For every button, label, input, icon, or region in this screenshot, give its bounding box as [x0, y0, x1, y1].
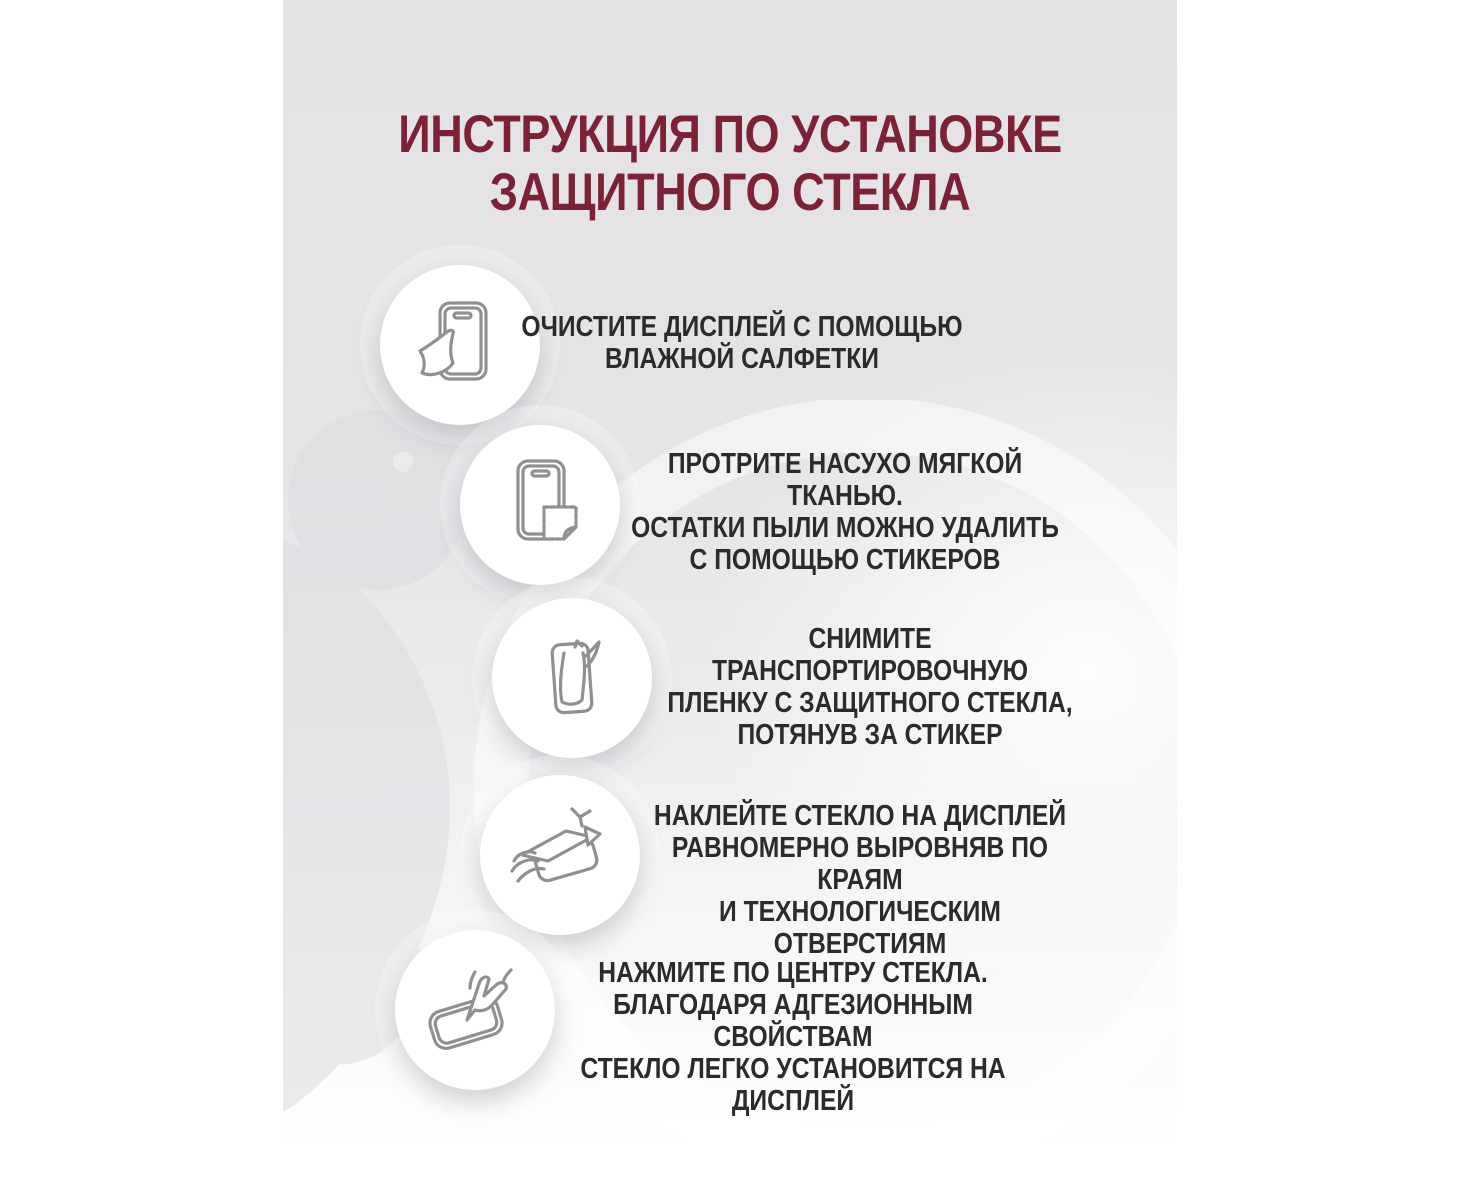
- step-line: С ПОМОЩЬЮ СТИКЕРОВ: [689, 544, 1001, 576]
- film-peel-icon: [520, 626, 624, 730]
- step-line: ОЧИСТИТЕ ДИСПЛЕЙ С ПОМОЩЬЮ: [521, 311, 963, 343]
- step-line: НАКЛЕЙТЕ СТЕКЛО НА ДИСПЛЕЙ: [653, 800, 1067, 832]
- press-center-icon: [423, 958, 527, 1062]
- step-line: СНИМИТЕ ТРАНСПОРТИРОВОЧНУЮ: [711, 623, 1029, 687]
- step-icon-circle: [460, 425, 620, 585]
- step-icon-circle: [395, 930, 555, 1090]
- step-line: НАЖМИТЕ ПО ЦЕНТРУ СТЕКЛА.: [598, 957, 988, 989]
- page-title: [350, 106, 1110, 222]
- step-line: ПЛЕНКУ С ЗАЩИТНОГО СТЕКЛА,: [667, 687, 1073, 719]
- step-icon-circle: [492, 598, 652, 758]
- page-title-line1: ИНСТРУКЦИЯ ПО УСТАНОВКЕ: [398, 105, 1062, 164]
- step-line: И ТЕХНОЛОГИЧЕСКИМ ОТВЕРСТИЯМ: [719, 896, 1001, 960]
- step-text: [521, 311, 963, 375]
- step-text: [624, 448, 1066, 576]
- step-line: ОСТАТКИ ПЫЛИ МОЖНО УДАЛИТЬ: [631, 512, 1059, 544]
- glass-align-icon: [508, 803, 612, 907]
- step-text: [572, 957, 1014, 1117]
- step-line: РАВНОМЕРНО ВЫРОВНЯВ ПО КРАЯМ: [671, 832, 1049, 896]
- step-line: ПОТЯНУВ ЗА СТИКЕР: [737, 719, 1003, 751]
- step-line: ВЛАЖНОЙ САЛФЕТКИ: [605, 343, 879, 375]
- step-line: СТЕКЛО ЛЕГКО УСТАНОВИТСЯ НА ДИСПЛЕЙ: [580, 1053, 1006, 1117]
- phone-cloth-icon: [408, 293, 512, 397]
- poster-canvas: [283, 0, 1177, 1200]
- step-line: БЛАГОДАРЯ АДГЕЗИОННЫМ СВОЙСТВАМ: [613, 989, 973, 1053]
- step-text: [649, 623, 1091, 751]
- step-line: ПРОТРИТЕ НАСУХО МЯГКОЙ ТКАНЬЮ.: [667, 448, 1023, 512]
- step-text: [639, 800, 1081, 960]
- phone-sticker-icon: [488, 453, 592, 557]
- page-title-line2: ЗАЩИТНОГО СТЕКЛА: [489, 163, 971, 222]
- step-icon-circle: [480, 775, 640, 935]
- step-icon-circle: [380, 265, 540, 425]
